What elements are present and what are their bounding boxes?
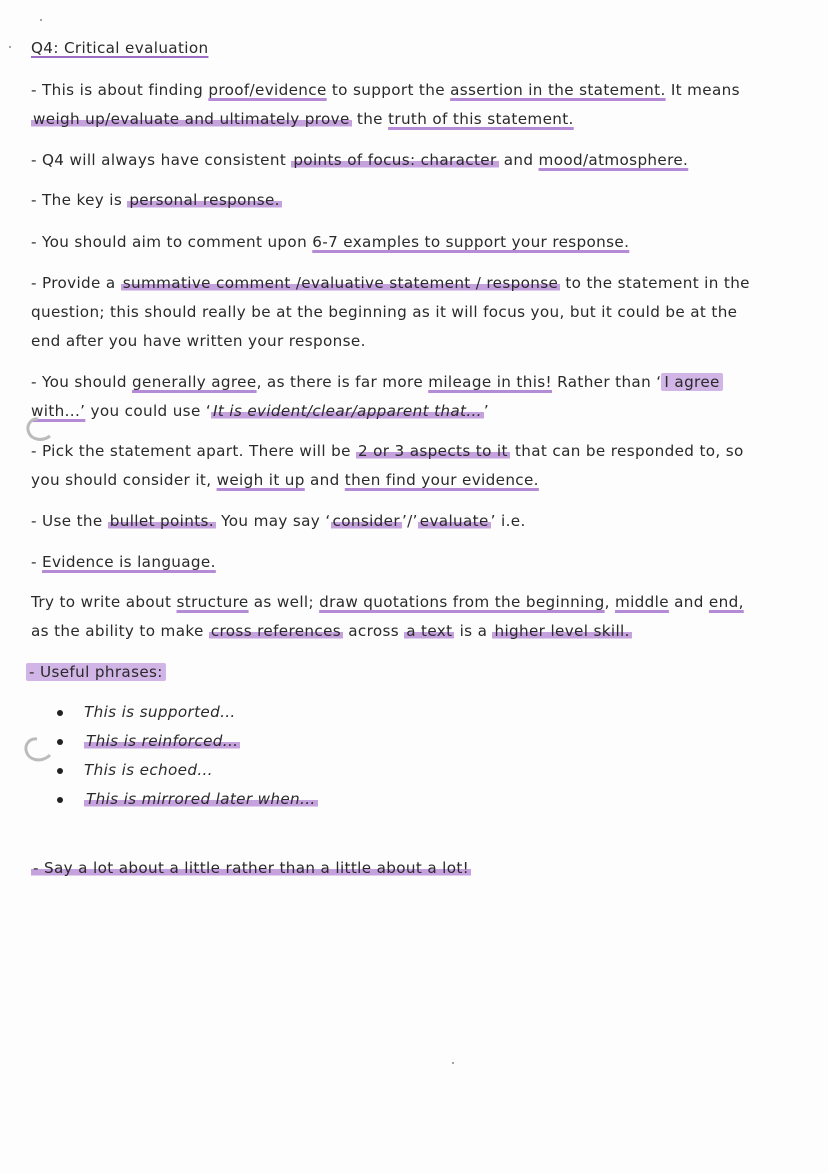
text-segment: - The key is <box>31 191 128 209</box>
text-segment: This is supported... <box>84 703 236 721</box>
speck-mark <box>40 19 42 21</box>
speck-mark <box>9 46 11 48</box>
paragraph-7-line-2 <box>31 470 539 490</box>
text-segment: Evidence is language. <box>42 553 216 571</box>
text-segment: personal response. <box>129 191 280 209</box>
paragraph-4 <box>31 232 629 252</box>
paragraph-10-line-2 <box>31 621 632 641</box>
text-segment: This is reinforced... <box>86 732 239 750</box>
paragraph-5-line-1 <box>31 273 750 293</box>
text-segment: It means <box>665 81 740 99</box>
paragraph-9 <box>31 552 216 572</box>
text-segment: and <box>668 593 709 611</box>
text-segment: across <box>343 622 405 640</box>
text-segment: - You should <box>31 373 133 391</box>
paragraph-1-line-2 <box>31 109 574 129</box>
text-segment: - You should aim to comment upon <box>31 233 313 251</box>
text-segment: - Use the <box>31 512 108 530</box>
paragraph-6-line-1 <box>31 372 723 392</box>
text-segment: - Pick the statement apart. There will be <box>31 442 356 460</box>
text-segment: end after you have written your response. <box>31 332 366 350</box>
text-segment: and <box>498 151 539 169</box>
text-segment: summative comment /evaluative statement / response <box>122 274 559 292</box>
text-segment: then find your evidence. <box>344 471 539 489</box>
text-segment: - Say a lot about a little rather than a little about a lot! <box>33 859 470 877</box>
text-segment: weigh up/evaluate and ultimately prove <box>33 110 350 128</box>
text-segment: ’ <box>483 402 490 420</box>
text-segment: as well; <box>248 593 320 611</box>
text-segment: assertion in the statement. <box>450 81 666 99</box>
paragraph-3 <box>31 190 282 210</box>
text-segment: weigh it up <box>216 471 305 489</box>
text-segment: bullet points. <box>109 512 214 530</box>
text-segment: 2 or 3 aspects to it <box>357 442 508 460</box>
text-segment: a text <box>406 622 453 640</box>
text-segment: that can be responded to, so <box>509 442 744 460</box>
text-segment: Try to write about <box>31 593 177 611</box>
text-segment: higher level skill. <box>494 622 630 640</box>
text-segment: This is echoed... <box>84 761 213 779</box>
phrase-item <box>84 731 240 751</box>
text-segment: with...’ <box>31 402 86 420</box>
paragraph-6-line-2 <box>31 401 489 421</box>
useful-phrases-heading <box>26 662 166 682</box>
text-segment: middle <box>614 593 669 611</box>
phrase-item <box>84 702 236 722</box>
text-segment: as the ability to make <box>31 622 209 640</box>
speck-mark <box>452 1062 454 1064</box>
text-segment: - <box>31 553 43 571</box>
text-segment: I agree <box>661 373 722 391</box>
text-segment: you could use ‘ <box>85 402 211 420</box>
text-segment: you should consider it, <box>31 471 217 489</box>
text-segment: It is evident/clear/apparent that... <box>213 402 482 420</box>
text-segment: mileage in this! <box>428 373 552 391</box>
text-segment: the <box>351 110 389 128</box>
page-title <box>31 38 208 58</box>
text-segment: and <box>304 471 345 489</box>
text-segment: question; this should really be at the beginning as it will focus you, but it could be at the <box>31 303 738 321</box>
text-segment: ’ i.e. <box>490 512 526 530</box>
text-segment: points of focus: character <box>293 151 497 169</box>
text-segment: truth of this statement. <box>388 110 574 128</box>
text-segment: is a <box>454 622 493 640</box>
paperclip-mark <box>22 735 54 765</box>
text-segment: - Q4 will always have consistent <box>31 151 292 169</box>
bullet-icon <box>57 739 63 745</box>
paragraph-1-line-1 <box>31 80 740 100</box>
paragraph-10-line-1 <box>31 592 744 612</box>
title-text: Q4: Critical evaluation <box>31 39 209 57</box>
text-segment: ’/’ <box>401 512 418 530</box>
text-segment: generally agree <box>132 373 257 391</box>
paragraph-7-line-1 <box>31 441 744 461</box>
text-segment: This is mirrored later when... <box>86 790 316 808</box>
text-segment: Rather than ‘ <box>551 373 662 391</box>
closing-advice <box>31 858 471 878</box>
paperclip-mark <box>24 416 54 444</box>
phrase-item <box>84 760 213 780</box>
paragraph-2 <box>31 150 688 170</box>
paragraph-5-line-3 <box>31 331 366 351</box>
text-segment: - Provide a <box>31 274 121 292</box>
text-segment: , <box>604 593 615 611</box>
bullet-icon <box>57 797 63 803</box>
text-segment: structure <box>176 593 249 611</box>
text-segment: draw quotations from the beginning <box>319 593 605 611</box>
text-segment: , as there is far more <box>256 373 429 391</box>
text-segment: cross references <box>210 622 342 640</box>
text-segment: mood/atmosphere. <box>538 151 689 169</box>
bullet-icon <box>57 768 63 774</box>
text-segment: to the statement in the <box>560 274 750 292</box>
text-segment: to support the <box>326 81 451 99</box>
text-segment: - Useful phrases: <box>26 663 166 681</box>
text-segment: 6-7 examples to support your response. <box>312 233 630 251</box>
text-segment: - This is about finding <box>31 81 209 99</box>
paragraph-8 <box>31 511 526 531</box>
phrase-item <box>84 789 318 809</box>
paragraph-5-line-2 <box>31 302 737 322</box>
text-segment: end, <box>708 593 744 611</box>
text-segment: consider <box>332 512 400 530</box>
bullet-icon <box>57 710 63 716</box>
text-segment: proof/evidence <box>208 81 327 99</box>
text-segment: You may say ‘ <box>215 512 331 530</box>
text-segment: evaluate <box>419 512 489 530</box>
